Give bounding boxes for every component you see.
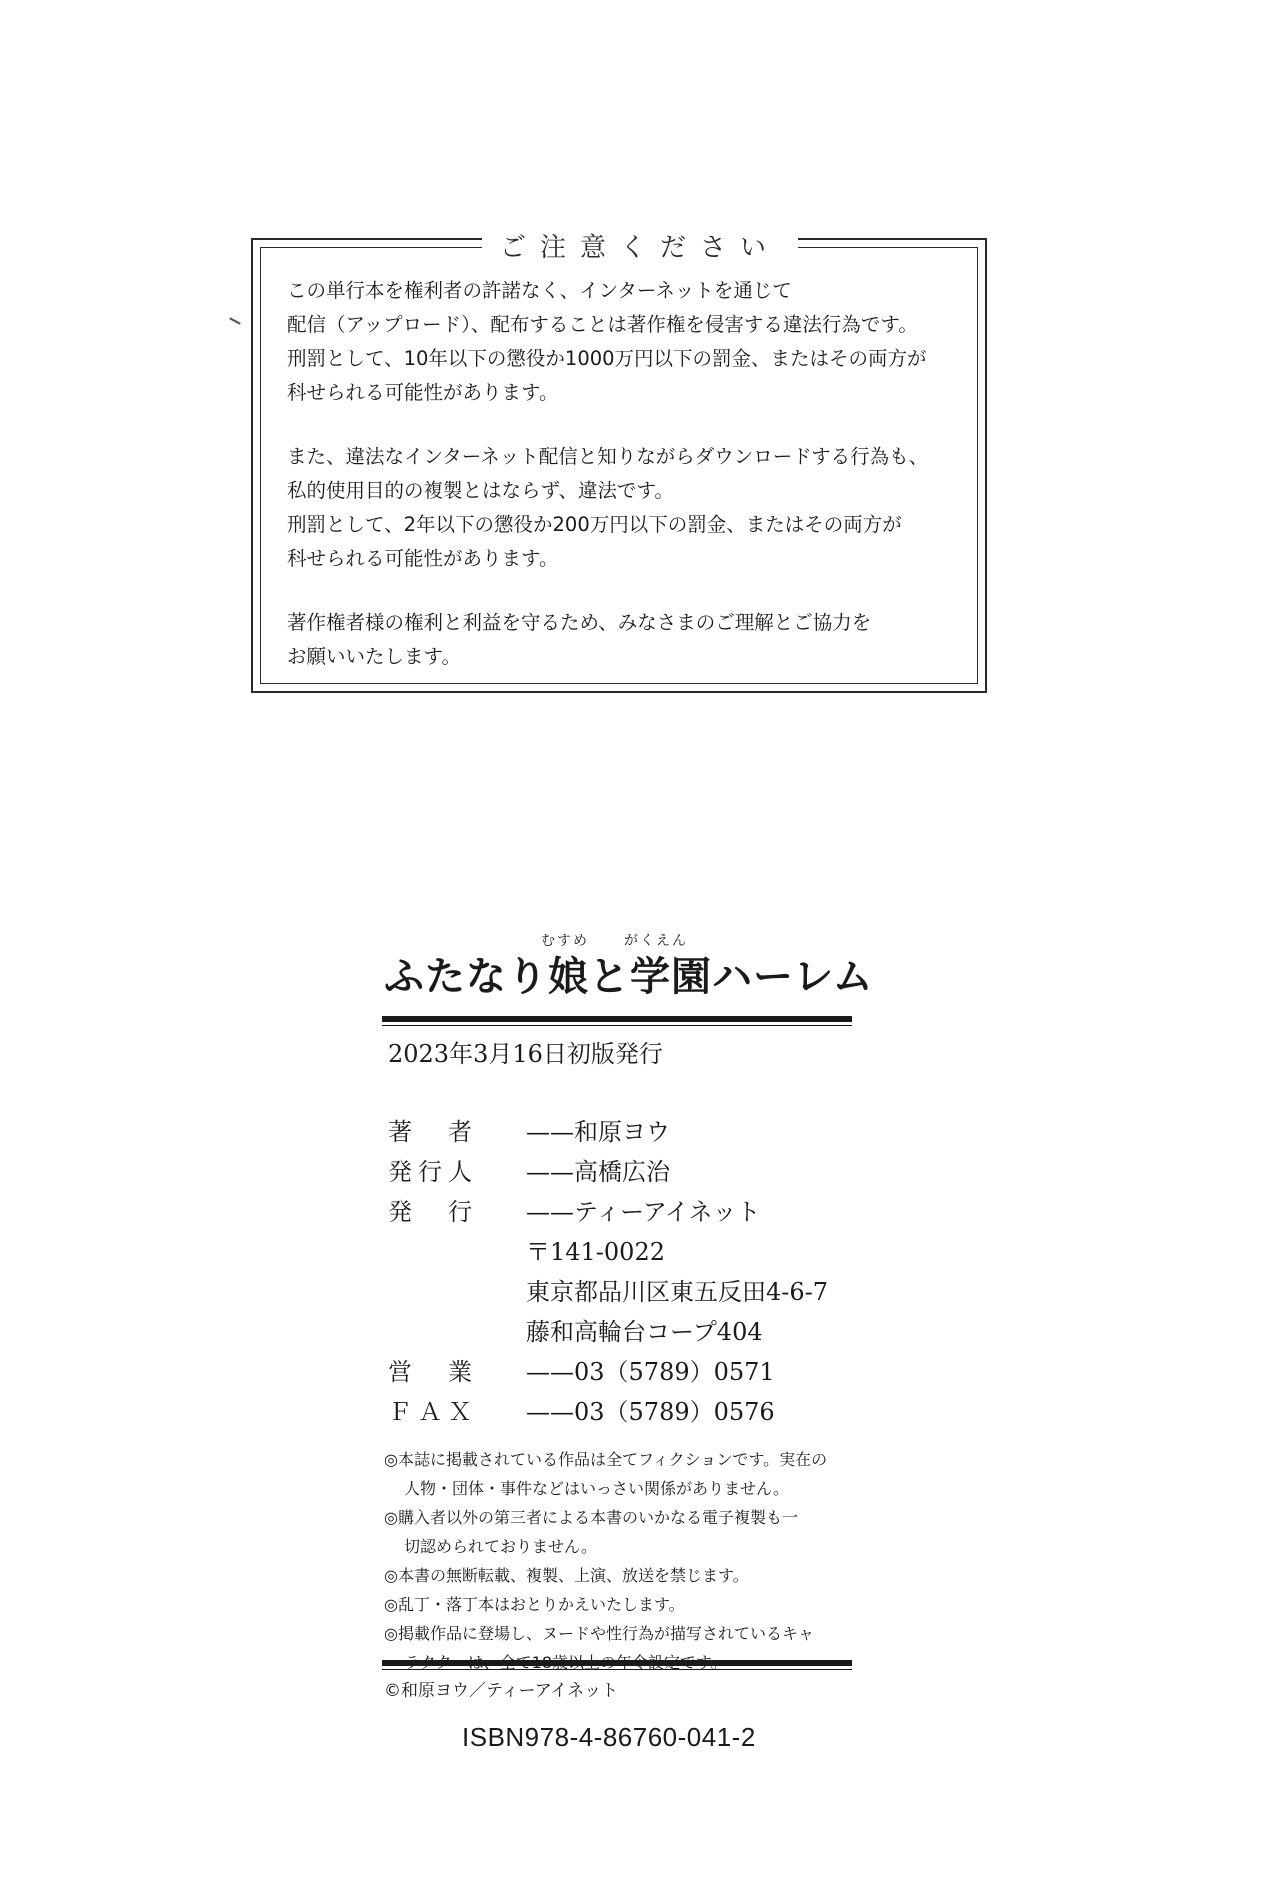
notice-line: 科せられる可能性があります。 [287,547,559,570]
isbn: ISBN978-4-86760-041-2 [462,1722,756,1752]
notice-line: 著作権者様の権利と利益を守るため、みなさまのご理解とご協力を [287,611,872,634]
note-line: ◎購入者以外の第三者による本書のいかなる電子複製も一 [384,1508,798,1527]
credit-label: 著 者 [388,1118,478,1146]
book-title-block [384,930,874,1002]
notice-paragraph-2 [287,440,967,576]
notice-line: 刑罰として、2年以下の懲役か200万円以下の罰金、またはその両方が [287,513,902,536]
credit-label: ＦＡＸ [388,1398,478,1426]
book-title: ふたなり娘と学園ハーレム [384,953,874,1000]
credit-value: ——和原ヨウ [526,1118,670,1146]
notice-body [287,274,967,704]
notice-title: ご注意ください [482,227,798,264]
notice-line: また、違法なインターネット配信と知りながらダウンロードする行為も、 [287,445,929,468]
notice-paragraph-1 [287,274,967,410]
address-building: 藤和高輪台コープ404 [526,1318,763,1346]
title-ruby [384,930,854,952]
credits [388,1112,868,1432]
stray-mark [229,317,241,324]
credit-value: ——03（5789）0576 [526,1398,775,1426]
bottom-rule-thin [382,1669,852,1670]
credit-label: 営 業 [388,1358,478,1386]
notice-line: 配信（アップロード）、配布することは著作権を侵害する違法行為です。 [287,313,918,336]
note-line: ◎本書の無断転載、複製、上演、放送を禁じます。 [384,1566,749,1585]
edition-date: 2023年3月16日初版発行 [388,1040,663,1068]
bottom-rule-thick [382,1660,852,1666]
ruby-gakuen: がくえん [624,933,688,949]
note-line: ◎本誌に掲載されている作品は全てフィクションです。実在の [384,1450,828,1469]
legal-notes [384,1445,854,1677]
credit-value: ——03（5789）0571 [526,1358,775,1386]
address-postal: 〒141-0022 [526,1238,665,1266]
credit-label: 発行人 [388,1158,478,1186]
notice-line: この単行本を権利者の許諾なく、インターネットを通じて [287,279,792,302]
credit-author [388,1112,868,1152]
notice-paragraph-3 [287,606,967,674]
note-line: ◎乱丁・落丁本はおとりかえいたします。 [384,1595,685,1614]
ruby-musume: むすめ [541,933,589,949]
note-line: ◎掲載作品に登場し、ヌードや性行為が描写されているキャ [384,1624,814,1643]
title-rule-thick [382,1016,852,1022]
address-street: 東京都品川区東五反田4-6-7 [526,1278,829,1306]
note-line: 切認められておりません。 [404,1537,597,1556]
notice-line: お願いいたします。 [287,645,461,668]
notice-line: 科せられる可能性があります。 [287,381,559,404]
credit-value: ——高橋広治 [526,1158,670,1186]
credit-publisher [388,1192,868,1232]
credit-label: 発 行 [388,1198,478,1226]
credit-publisher-person [388,1152,868,1192]
contact-fax [388,1392,868,1432]
notice-line: 刑罰として、10年以下の懲役か1000万円以下の罰金、またはその両方が [287,347,927,370]
copyright: ©和原ヨウ／ティーアイネット [384,1681,619,1701]
notice-line: 私的使用目的の複製とはならず、違法です。 [287,479,674,502]
note-line: 人物・団体・事件などはいっさい関係がありません。 [404,1479,789,1498]
title-rule-thin [382,1025,852,1026]
credit-value: ——ティーアイネット [526,1198,761,1226]
contact-sales [388,1352,868,1392]
